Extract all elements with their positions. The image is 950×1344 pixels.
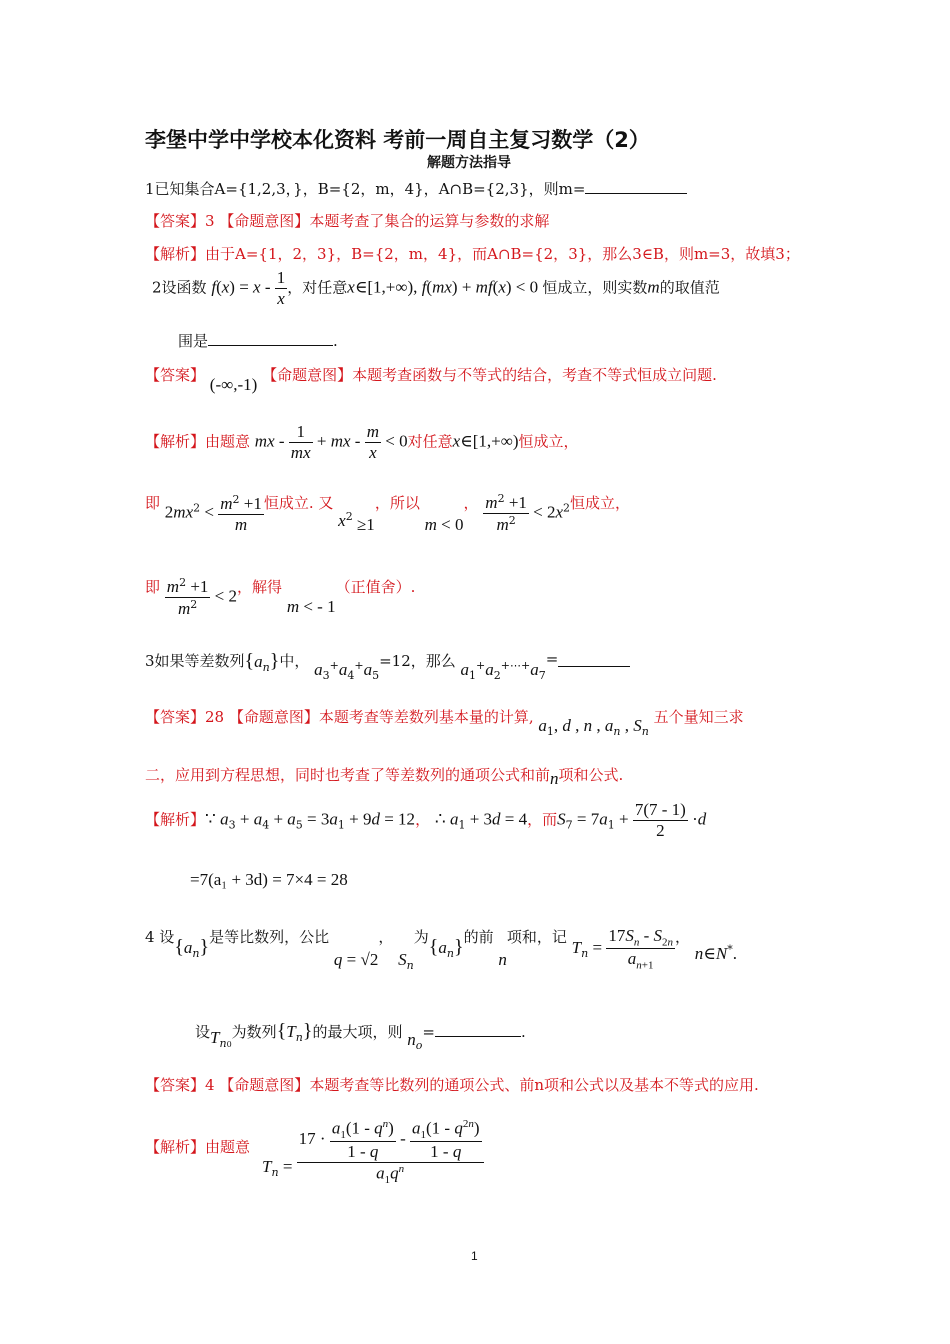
- answer-blank: [585, 179, 687, 194]
- q4-line2-a: 设: [195, 1023, 211, 1041]
- question-3: 3如果等差数列$\{a_n\}$中， $a_3^+a_4^+a_5=12$，那么 $a_1^+a_2^{+\cdots+}a_7=$: [145, 650, 630, 674]
- q4-line2-c: 的最大项，则: [312, 1023, 403, 1041]
- q3-mid: 中，: [279, 652, 310, 670]
- q2-analysis-text2: 恒成立，: [518, 432, 579, 451]
- question-1-text: 1已知集合A={1,2,3，}，B={2，m，4}，A∩B={2,3}，则m=: [145, 180, 586, 198]
- q2-line2-end: .: [333, 332, 338, 350]
- q2-l3-c: （正值舍）.: [335, 578, 416, 596]
- q2-l3-a: 即: [145, 578, 161, 596]
- q2-l2-e: 恒成立，: [570, 494, 631, 512]
- q4-line2-end: .: [520, 1023, 526, 1041]
- question-1: [145, 178, 687, 199]
- q3-prefix: 3如果等差数列: [145, 652, 245, 670]
- page-title: 李堡中学中学校本化资料 考前一周自主复习数学（2）: [145, 128, 650, 152]
- q2-var-m: m: [647, 277, 660, 297]
- q2-l2-b: 恒成立. 又: [263, 494, 334, 512]
- q2-l2-d: ，: [463, 494, 479, 512]
- answer-blank: [208, 331, 333, 346]
- q2-answer-intent: 【命题意图】本题考查函数与不等式的结合，考查不等式恒成立问题.: [262, 366, 717, 384]
- q2-line2-text: 围是: [178, 332, 209, 350]
- q4-tn-formula: $T_n$ = 17 · $\frac{a_1(1 - q^n)}{1 - q}$ - $\frac{a_1(1 - q^{2n})}{1 - q}$ $a_1q^n$: [262, 1118, 484, 1186]
- answer-blank: [558, 652, 630, 667]
- q4-answer: 【答案】4 【命题意图】本题考查等比数列的通项公式、前n项和公式以及基本不等式的应用.: [145, 1076, 759, 1094]
- q2-function-def: f: [211, 277, 217, 297]
- q3-answer-line2-text: 二，应用到方程思想，同时也考查了等差数列的通项公式和前: [145, 766, 551, 784]
- q3-answer-a: 【答案】28 【命题意图】本题考查等差数列基本量的计算,: [145, 708, 534, 726]
- question-4: 4 设$\{a_n\}$是等比数列，公比 q = √2， $S_n$为$\{a_n\}$的前 n项和，记 $T_n$ = $\frac{17S_n - S_{2n}}{a_{n+1}}$ ， n∈N*.: [145, 926, 737, 972]
- q2-suffix: 的取值范: [659, 278, 720, 297]
- q1-analysis: 【解析】由于A={1，2，3}，B={2，m，4}，而A∩B={2，3}，那么3∈B，则m=3，故填3；: [145, 245, 800, 263]
- page-subtitle: 解题方法指导: [427, 155, 511, 171]
- answer-blank: [435, 1022, 521, 1037]
- q4-mid1: 是等比数列，公比: [209, 928, 330, 946]
- q3-analysis: 【解析】∵ $a_3 + a_4 + a_5 = 3a_1 + 9d = 12$， ∴ $a_1 + 3d = 4$，而$S_7 = 7a_1$ + $\frac{7(7 - 1)}{2}$ ·d: [145, 800, 707, 840]
- q2-l2-c: ，所以: [374, 494, 420, 512]
- q2-l3-b: ，解得: [237, 578, 283, 596]
- q3-answer-line1: 【答案】28 【命题意图】本题考查等差数列基本量的计算, $a_1$, d , n , $a_n$ , $S_n$ 五个量知三求: [145, 708, 744, 738]
- q2-answer-label: 【答案】: [145, 366, 206, 384]
- q2-mid2: 恒成立，则实数: [542, 278, 648, 297]
- question-2: 2设函数 f(x) = x - $\frac{1}{x}$ ，对任意x∈[1,+∞), f(mx) + mf(x) < 0 恒成立，则实数m的取值范: [152, 268, 720, 308]
- page-number: 1: [471, 1249, 478, 1263]
- q2-prefix: 2设函数: [152, 278, 207, 297]
- q4-line2-b: 为数列: [231, 1023, 277, 1041]
- q2-answer-value: (-∞,-1): [209, 375, 258, 394]
- q3-analysis-line2-text: =7(a₁ + 3d) = 7×4 = 28: [190, 870, 348, 889]
- q2-analysis-line3: 即 $\frac{m^2 +1}{m^2}$ < 2，解得 m < - 1（正值舍）.: [145, 576, 416, 618]
- q1-answer: 【答案】3 【命题意图】本题考查了集合的运算与参数的求解: [145, 212, 550, 230]
- q3-analysis-b: ，而: [527, 810, 558, 829]
- q2-analysis-text1: 对任意: [407, 432, 453, 451]
- q4-mid4: 项和，记: [506, 928, 567, 946]
- q2-l2-a: 即: [145, 494, 161, 512]
- q2-line2: [178, 330, 338, 351]
- q3-analysis-label: 【解析】: [145, 810, 206, 829]
- q3-answer-b: 五个量知三求: [653, 708, 744, 726]
- q2-mid1: ，对任意: [287, 278, 348, 297]
- q4-mid3: 的前: [463, 928, 494, 946]
- q2-analysis-label: 【解析】由题意: [145, 432, 251, 451]
- q3-answer-line2: 二，应用到方程思想，同时也考查了等差数列的通项公式和前n项和公式.: [145, 766, 624, 788]
- q2-analysis-line2: 即 $2mx^2$ < $\frac{m^2 +1}{m}$ 恒成立. 又 $x^2 \ge 1$，所以 m < 0， $\frac{m^2 +1}{m^2}$ < $2x^2$恒成立，: [145, 492, 631, 534]
- q4-analysis-label: 【解析】由题意: [145, 1138, 251, 1156]
- q4-mid2: 为: [413, 928, 429, 946]
- q2-analysis-line1: 【解析】由题意 mx - $\frac{1}{mx}$ + mx - $\frac{m}{x}$ < 0对任意x∈[1,+∞)恒成立，: [145, 422, 579, 462]
- q3-analysis-a: ，: [415, 810, 431, 829]
- q2-answer: [145, 364, 717, 394]
- q4-line2: 设$T_{n0}$为数列$\{T_n\}$的最大项，则 $n_o=$ .: [195, 1020, 526, 1052]
- q4-prefix: 4 设: [145, 928, 175, 946]
- q3-answer-line2-end: 项和公式.: [558, 766, 624, 784]
- q3-analysis-line2: [190, 870, 348, 890]
- q3-mid2: =12，那么: [379, 652, 456, 670]
